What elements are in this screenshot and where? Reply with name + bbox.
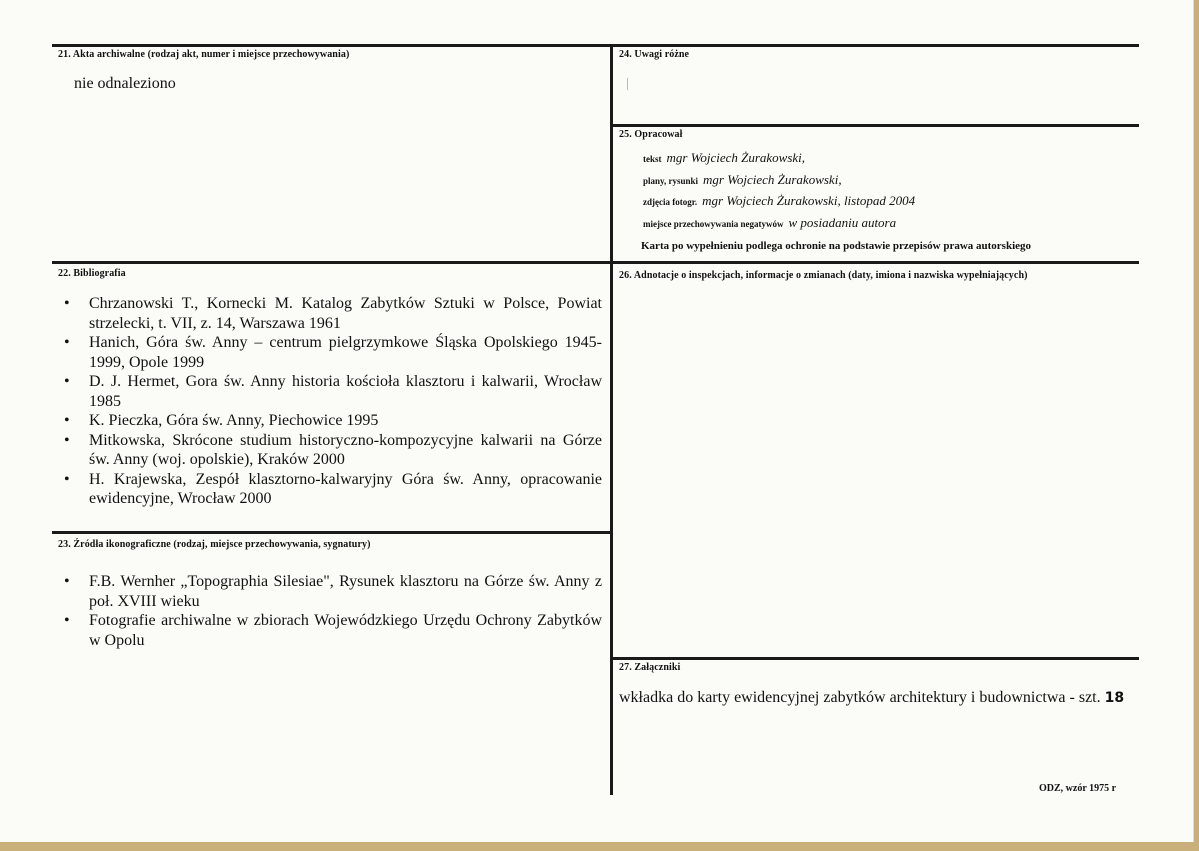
- copyright-notice: Karta po wypełnieniu podlega ochronie na podstawie przepisów prawa autorskiego: [641, 240, 1032, 252]
- source-item: • F.B. Wernher „Topographia Silesiae", Rysunek klasztoru na Górze św. Anny z poł. XVIII wieku: [62, 572, 602, 611]
- top-rule: [52, 44, 1139, 47]
- bibliography-list: [62, 294, 602, 509]
- section-24-title: 24. Uwagi różne: [619, 49, 690, 60]
- bibliography-item: • H. Krajewska, Zespół klasztorno-kalwaryjny Góra św. Anny, opracowanie ewidencyjne, Wrocław 2000: [62, 470, 602, 509]
- section-26-title: 26. Adnotacje o inspekcjach, informacje o zmianach (daty, imiona i nazwiska wypełniających): [619, 270, 1028, 281]
- rule-21-22: [52, 261, 1139, 264]
- iconographic-sources-list: [62, 572, 602, 650]
- author-text-row: [643, 150, 805, 166]
- rule-26-27: [611, 657, 1139, 660]
- bibliography-item: • Chrzanowski T., Kornecki M. Katalog Zabytków Sztuki w Polsce, Powiat strzelecki, t. VII, z. 14, Warszawa 1961: [62, 294, 602, 333]
- text-author: mgr Wojciech Żurakowski,: [666, 150, 806, 165]
- section-25-title: 25. Opracował: [619, 129, 683, 140]
- section-23-title: 23. Źródła ikonograficzne (rodzaj, miejsce przechowywania, sygnatury): [58, 539, 371, 550]
- plans-label: plany, rysunki: [643, 176, 699, 186]
- section-21-content: nie odnaleziono: [74, 75, 176, 92]
- bibliography-item: • K. Pieczka, Góra św. Anny, Piechowice 1995: [62, 411, 602, 431]
- text-label: tekst: [643, 154, 662, 164]
- center-divider: [610, 44, 613, 795]
- rule-24-25: [611, 124, 1139, 127]
- attachments-line: [619, 689, 1124, 707]
- form-version: ODZ, wzór 1975 r: [1039, 783, 1117, 794]
- photos-label: zdjęcia fotogr.: [643, 197, 698, 207]
- bibliography-item: • D. J. Hermet, Gora św. Anny historia kościoła klasztoru i kalwarii, Wrocław 1985: [62, 372, 602, 411]
- negatives-row: [643, 215, 896, 231]
- bibliography-item: • Hanich, Góra św. Anny – centrum pielgrzymkowe Śląska Opolskiego 1945-1999, Opole 1999: [62, 333, 602, 372]
- source-item: • Fotografie archiwalne w zbiorach Wojewódzkiego Urzędu Ochrony Zabytków w Opolu: [62, 611, 602, 650]
- photos-author: mgr Wojciech Żurakowski, listopad 2004: [702, 193, 916, 208]
- margin-mark: [627, 78, 628, 90]
- author-plans-row: [643, 172, 842, 188]
- section-27-title: 27. Załączniki: [619, 662, 681, 673]
- author-photos-row: [643, 193, 915, 209]
- attachments-text: wkładka do karty ewidencyjnej zabytków architektury i budownictwa - szt.: [619, 689, 1101, 706]
- section-22-title: 22. Bibliografia: [58, 268, 126, 279]
- negatives-location: w posiadaniu autora: [788, 215, 897, 230]
- section-21-title: 21. Akta archiwalne (rodzaj akt, numer i miejsce przechowywania): [58, 49, 350, 60]
- plans-author: mgr Wojciech Żurakowski,: [703, 172, 842, 187]
- rule-22-23: [52, 531, 612, 534]
- bibliography-item: • Mitkowska, Skrócone studium historyczno-kompozycyjne kalwarii na Górze św. Anny (woj. opolskie), Kraków 2000: [62, 431, 602, 470]
- negatives-label: miejsce przechowywania negatywów: [643, 219, 784, 229]
- attachments-count: 18: [1104, 690, 1125, 706]
